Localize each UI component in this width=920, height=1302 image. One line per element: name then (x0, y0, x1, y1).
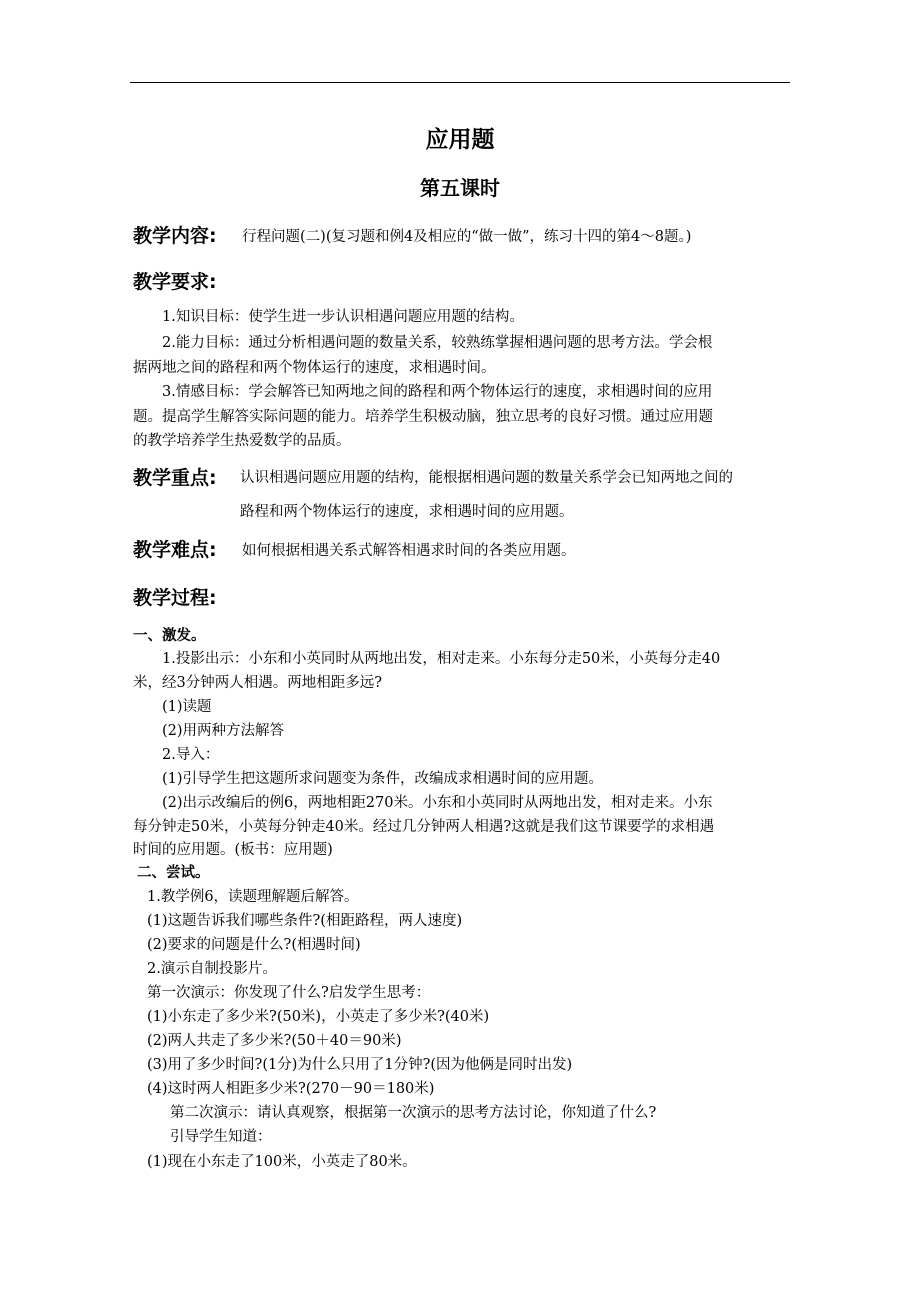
process-line: 米，经3分钟两人相遇。两地相距多远? (133, 675, 382, 691)
process-line: (2)两人共走了多少米?(50＋40＝90米) (147, 1033, 402, 1049)
process-line: 第二次演示：请认真观察，根据第一次演示的思考方法讨论，你知道了什么? (170, 1105, 657, 1121)
lesson-subtitle: 第五课时 (420, 176, 500, 200)
process-line: 引导学生知道： (170, 1129, 272, 1145)
header-rule (130, 82, 790, 83)
process-line: (1)读题 (162, 699, 212, 715)
requirement-line: 2.能力目标：通过分析相遇问题的数量关系，较熟练掌握相遇问题的思考方法。学会根 (162, 335, 713, 351)
key-points-line: 认识相遇问题应用题的结构，能根据相遇问题的数量关系学会已知两地之间的 (240, 470, 733, 486)
process-line: (2)出示改编后的例6，两地相距270米。小东和小英同时从两地出发，相对走来。小东 (162, 795, 713, 811)
process-line: 2.演示自制投影片。 (147, 961, 277, 977)
process-line: 每分钟走50米，小英每分钟走40米。经过几分钟两人相遇?这就是我们这节课要学的求相遇 (133, 819, 715, 835)
process-line: 2.导入： (162, 747, 220, 763)
requirement-line: 据两地之间的路程和两个物体运行的速度，求相遇时间。 (133, 360, 496, 376)
process-line: (1)现在小东走了100米，小英走了80米。 (147, 1154, 417, 1170)
process-label: 教学过程: (133, 587, 217, 609)
process-line: 时间的应用题。(板书：应用题) (133, 842, 333, 858)
requirement-line: 1.知识目标：使学生进一步认识相遇问题应用题的结构。 (162, 309, 524, 325)
difficulty-label: 教学难点: (133, 539, 217, 561)
key-points-line: 路程和两个物体运行的速度，求相遇时间的应用题。 (240, 504, 574, 520)
process-line: 第一次演示：你发现了什么?启发学生思考： (147, 985, 431, 1001)
content-text: 行程问题(二)(复习题和例4及相应的“做一做”，练习十四的第4～8题。) (242, 229, 692, 245)
difficulty-text: 如何根据相遇关系式解答相遇求时间的各类应用题。 (242, 543, 576, 559)
process-line: (4)这时两人相距多少米?(270－90＝180米) (147, 1081, 435, 1097)
content-label: 教学内容: (133, 225, 217, 247)
process-line: (1)这题告诉我们哪些条件?(相距路程，两人速度) (147, 913, 463, 929)
requirement-line: 题。提高学生解答实际问题的能力。培养学生积极动脑，独立思考的良好习惯。通过应用题 (133, 409, 713, 425)
requirement-line: 3.情感目标：学会解答已知两地之间的路程和两个物体运行的速度，求相遇时间的应用 (162, 384, 713, 400)
process-line: (2)用两种方法解答 (162, 723, 285, 739)
requirement-line: 的教学培养学生热爱数学的品质。 (133, 433, 351, 449)
process-line: (1)小东走了多少米?(50米)，小英走了多少米?(40米) (147, 1009, 490, 1025)
section-heading-1: 一、激发。 (133, 628, 206, 644)
section-heading-2: 二、尝试。 (137, 865, 210, 881)
process-line: (3)用了多少时间?(1分)为什么只用了1分钟?(因为他俩是同时出发) (147, 1057, 573, 1073)
page-title: 应用题 (425, 127, 495, 153)
process-line: 1.投影出示：小东和小英同时从两地出发，相对走来。小东每分走50米，小英每分走40 (162, 651, 721, 667)
requirements-label: 教学要求: (133, 271, 217, 293)
process-line: (2)要求的问题是什么?(相遇时间) (147, 937, 361, 953)
process-line: 1.教学例6，读题理解题后解答。 (147, 889, 359, 905)
process-line: (1)引导学生把这题所求问题变为条件，改编成求相遇时间的应用题。 (162, 771, 604, 787)
key-points-label: 教学重点: (133, 467, 217, 489)
